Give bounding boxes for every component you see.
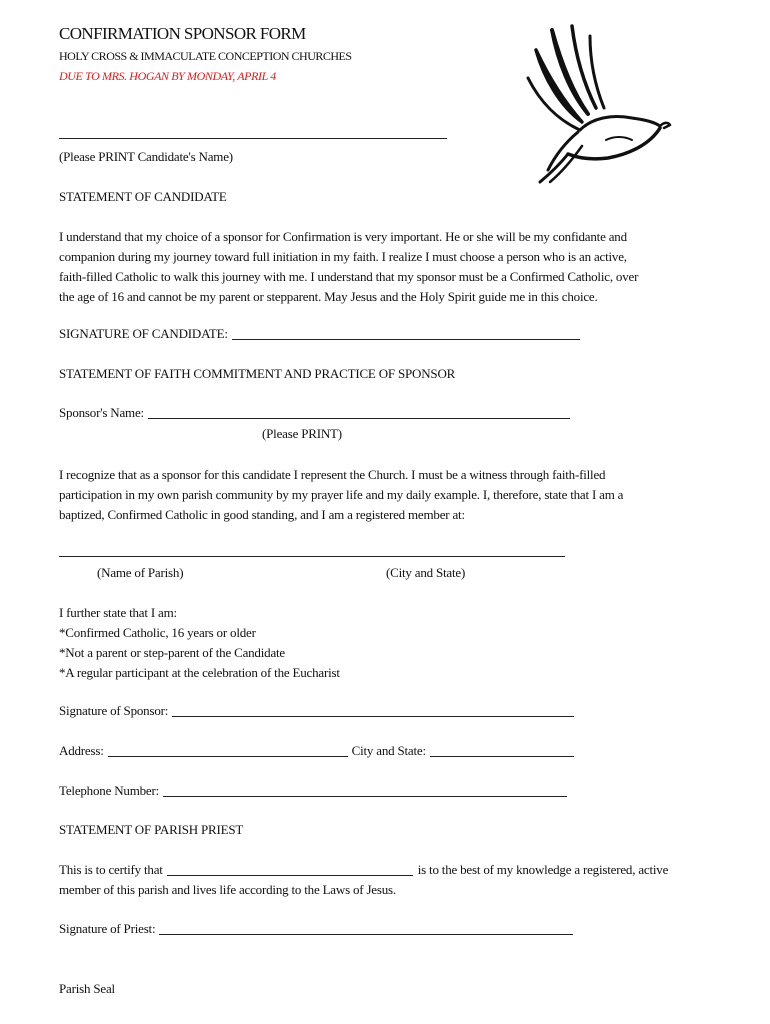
telephone-line[interactable] (163, 786, 567, 797)
certify-prefix: This is to certify that (59, 862, 163, 877)
sponsor-address-field (59, 744, 574, 757)
dove-icon (522, 22, 672, 187)
parish-seal-label: Parish Seal (59, 981, 115, 996)
city-state-line[interactable] (430, 746, 574, 757)
sponsor-statement-heading: STATEMENT OF FAITH COMMITMENT AND PRACTICE OF SPONSOR (59, 366, 456, 381)
priest-signature-field (59, 922, 573, 935)
churches-subtitle: HOLY CROSS & IMMACULATE CONCEPTION CHURCHES (59, 49, 352, 63)
sponsor-recognize-line: participation in my own parish community by my prayer life and my daily example. I, therefore, state that I am a (59, 487, 624, 502)
address-line[interactable] (108, 746, 348, 757)
sponsor-signature-field (59, 704, 574, 717)
priest-statement-heading: STATEMENT OF PARISH PRIEST (59, 822, 244, 837)
sponsor-signature-line[interactable] (172, 706, 574, 717)
priest-certify-field (59, 863, 668, 876)
form-title: CONFIRMATION SPONSOR FORM (59, 24, 306, 43)
certify-suffix: is to the best of my knowledge a registered, active (417, 862, 669, 877)
certify-candidate-line[interactable] (167, 865, 413, 876)
candidate-statement (59, 227, 709, 307)
candidate-signature-label: SIGNATURE OF CANDIDATE: (59, 326, 228, 341)
sponsor-name-label: Sponsor's Name: (59, 405, 144, 420)
further-line: *Confirmed Catholic, 16 years or older (59, 625, 256, 640)
candidate-statement-line: I understand that my choice of a sponsor for Confirmation is very important. He or she will be my confidante and (59, 229, 627, 244)
priest-signature-label: Signature of Priest: (59, 921, 156, 936)
due-date-note: DUE TO MRS. HOGAN BY MONDAY, APRIL 4 (59, 69, 276, 83)
candidate-signature-field (59, 327, 580, 340)
sponsor-signature-label: Signature of Sponsor: (59, 703, 169, 718)
priest-signature-line[interactable] (159, 924, 573, 935)
candidate-statement-line: companion during my journey toward full initiation in my faith. I realize I must choose a person who is an active, (59, 249, 627, 264)
candidate-statement-heading: STATEMENT OF CANDIDATE (59, 189, 227, 204)
candidate-statement-line: faith-filled Catholic to walk this journey with me. I understand that my sponsor must be a Confirmed Catholic, over (59, 269, 639, 284)
city-state-label: City and State: (351, 743, 426, 758)
sponsor-recognize-line: baptized, Confirmed Catholic in good standing, and I am a registered member at: (59, 507, 465, 522)
parish-city-line[interactable] (59, 556, 565, 557)
candidate-name-line[interactable] (59, 138, 447, 139)
sponsor-name-field (59, 406, 570, 419)
sponsor-name-line[interactable] (148, 408, 570, 419)
sponsor-recognize-statement (59, 465, 709, 525)
candidate-statement-line: the age of 16 and cannot be my parent or stepparent. May Jesus and the Holy Spirit guide me in this choice. (59, 289, 598, 304)
further-line: *Not a parent or step-parent of the Candidate (59, 645, 285, 660)
parish-city-state-caption: (City and State) (386, 565, 466, 580)
further-line: I further state that I am: (59, 605, 177, 620)
candidate-name-caption: (Please PRINT Candidate's Name) (59, 149, 233, 164)
further-line: *A regular participant at the celebration of the Eucharist (59, 665, 340, 680)
sponsor-further-statement (59, 603, 709, 683)
sponsor-telephone-field (59, 784, 567, 797)
certify-line-2: member of this parish and lives life according to the Laws of Jesus. (59, 882, 396, 897)
address-label: Address: (59, 743, 104, 758)
sponsor-name-caption: (Please PRINT) (262, 426, 342, 441)
candidate-signature-line[interactable] (232, 329, 580, 340)
telephone-label: Telephone Number: (59, 783, 160, 798)
parish-name-caption: (Name of Parish) (97, 565, 184, 580)
sponsor-recognize-line: I recognize that as a sponsor for this candidate I represent the Church. I must be a witness through faith-filled (59, 467, 606, 482)
